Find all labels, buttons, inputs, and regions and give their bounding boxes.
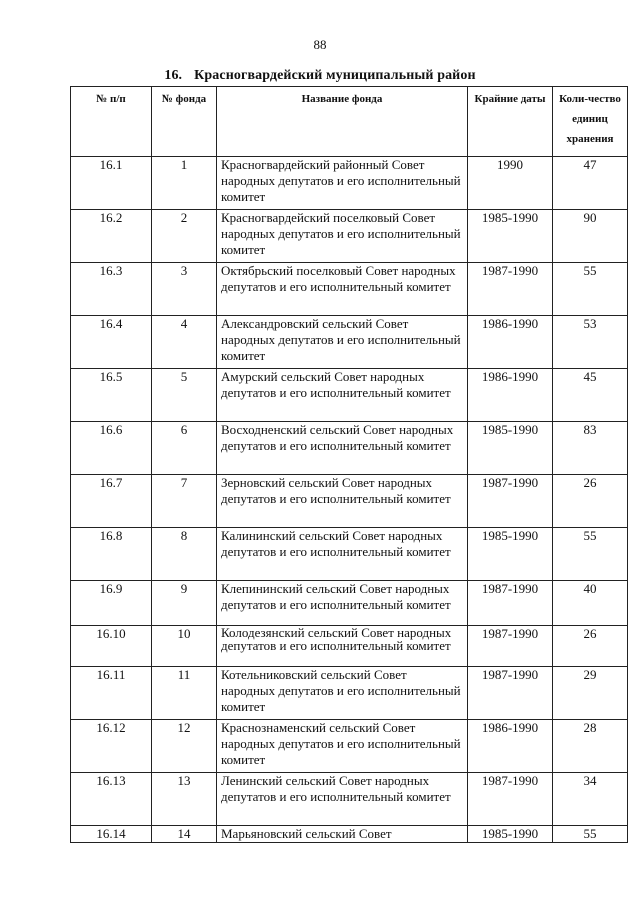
cell-dates: 1987-1990 [468, 263, 553, 316]
cell-dates: 1987-1990 [468, 475, 553, 528]
cell-dates: 1986-1990 [468, 369, 553, 422]
table-row [71, 263, 628, 316]
cell-num: 16.1 [71, 157, 152, 210]
cell-count: 83 [553, 422, 628, 475]
cell-dates: 1985-1990 [468, 422, 553, 475]
table-row [71, 626, 628, 667]
cell-count: 55 [553, 528, 628, 581]
cell-count: 26 [553, 475, 628, 528]
cell-count: 47 [553, 157, 628, 210]
cell-name: Зерновский сельский Совет народных депутатов и его исполнительный комитет [217, 475, 468, 528]
cell-count: 29 [553, 667, 628, 720]
cell-fond: 12 [152, 720, 217, 773]
cell-dates: 1990 [468, 157, 553, 210]
fonds-table [70, 86, 628, 843]
cell-count: 40 [553, 581, 628, 626]
cell-fond: 13 [152, 773, 217, 826]
cell-dates: 1986-1990 [468, 316, 553, 369]
cell-count: 26 [553, 626, 628, 667]
cell-name: Марьяновский сельский Совет [217, 826, 468, 843]
table-row [71, 475, 628, 528]
cell-num: 16.14 [71, 826, 152, 843]
table-row [71, 528, 628, 581]
cell-count: 55 [553, 826, 628, 843]
cell-dates: 1987-1990 [468, 667, 553, 720]
cell-fond: 11 [152, 667, 217, 720]
table-row [71, 157, 628, 210]
section-title [0, 68, 640, 84]
section-title-text: Красногвардейский муниципальный район [194, 68, 476, 83]
cell-name: Клепининский сельский Совет народных депутатов и его исполнительный комитет [217, 581, 468, 626]
cell-num: 16.9 [71, 581, 152, 626]
cell-fond: 4 [152, 316, 217, 369]
cell-num: 16.13 [71, 773, 152, 826]
cell-fond: 6 [152, 422, 217, 475]
cell-name: Красногвардейский районный Совет народных депутатов и его исполнительный комитет [217, 157, 468, 210]
table-row [71, 826, 628, 843]
cell-name: Калининский сельский Совет народных депутатов и его исполнительный комитет [217, 528, 468, 581]
cell-dates: 1985-1990 [468, 826, 553, 843]
cell-num: 16.6 [71, 422, 152, 475]
cell-num: 16.8 [71, 528, 152, 581]
cell-dates: 1985-1990 [468, 528, 553, 581]
cell-count: 53 [553, 316, 628, 369]
cell-num: 16.10 [71, 626, 152, 667]
cell-name: Котельниковский сельский Совет народных депутатов и его исполнительный комитет [217, 667, 468, 720]
cell-num: 16.12 [71, 720, 152, 773]
cell-num: 16.7 [71, 475, 152, 528]
header-fond: № фонда [152, 87, 217, 157]
cell-fond: 2 [152, 210, 217, 263]
cell-num: 16.2 [71, 210, 152, 263]
cell-count: 28 [553, 720, 628, 773]
table-row [71, 210, 628, 263]
cell-count: 45 [553, 369, 628, 422]
cell-fond: 10 [152, 626, 217, 667]
cell-name: Ленинский сельский Совет народных депутатов и его исполнительный комитет [217, 773, 468, 826]
table-row [71, 369, 628, 422]
cell-name: Амурский сельский Совет народных депутатов и его исполнительный комитет [217, 369, 468, 422]
cell-fond: 9 [152, 581, 217, 626]
cell-fond: 3 [152, 263, 217, 316]
cell-fond: 7 [152, 475, 217, 528]
cell-name: Александровский сельский Совет народных депутатов и его исполнительный комитет [217, 316, 468, 369]
cell-fond: 1 [152, 157, 217, 210]
table-row [71, 581, 628, 626]
table-row [71, 316, 628, 369]
cell-fond: 5 [152, 369, 217, 422]
table-row [71, 720, 628, 773]
cell-dates: 1985-1990 [468, 210, 553, 263]
cell-num: 16.4 [71, 316, 152, 369]
cell-name: Восходненский сельский Совет народных депутатов и его исполнительный комитет [217, 422, 468, 475]
cell-dates: 1987-1990 [468, 773, 553, 826]
cell-count: 34 [553, 773, 628, 826]
cell-name: Октябрьский поселковый Совет народных депутатов и его исполнительный комитет [217, 263, 468, 316]
cell-dates: 1987-1990 [468, 626, 553, 667]
header-dates: Крайние даты [468, 87, 553, 157]
table-header-row [71, 87, 628, 157]
page-number: 88 [313, 37, 327, 52]
header-num: № п/п [71, 87, 152, 157]
header-count: Коли-чество единиц хранения [553, 87, 628, 157]
cell-num: 16.3 [71, 263, 152, 316]
cell-num: 16.11 [71, 667, 152, 720]
cell-dates: 1987-1990 [468, 581, 553, 626]
header-name: Название фонда [217, 87, 468, 157]
table-body [71, 157, 628, 843]
cell-name: Красногвардейский поселковый Совет народных депутатов и его исполнительный комитет [217, 210, 468, 263]
cell-dates: 1986-1990 [468, 720, 553, 773]
cell-name: Краснознаменский сельский Совет народных депутатов и его исполнительный комитет [217, 720, 468, 773]
table-row [71, 422, 628, 475]
cell-count: 90 [553, 210, 628, 263]
table-row [71, 773, 628, 826]
cell-fond: 8 [152, 528, 217, 581]
cell-count: 55 [553, 263, 628, 316]
table-row [71, 667, 628, 720]
cell-fond: 14 [152, 826, 217, 843]
section-number: 16. [164, 68, 183, 83]
cell-name: Колодезянский сельский Совет народных депутатов и его исполнительный комитет [217, 626, 468, 667]
cell-num: 16.5 [71, 369, 152, 422]
